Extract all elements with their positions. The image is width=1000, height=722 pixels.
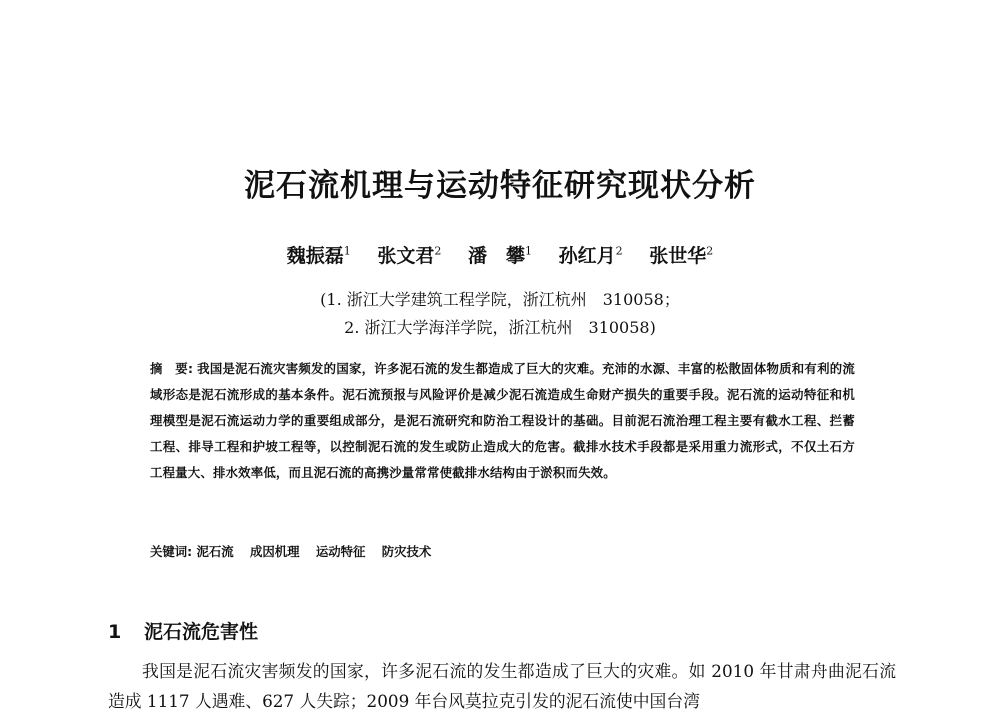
abstract <box>150 356 855 486</box>
section-heading <box>108 617 258 644</box>
section-number: 1 <box>108 621 122 643</box>
keywords-label: 关键词: <box>150 544 193 559</box>
abstract-label: 摘 要: <box>150 361 194 376</box>
affiliation-line: 2. 浙江大学海洋学院，浙江杭州 310058) <box>344 318 656 337</box>
author-name: 张世华 <box>649 245 707 267</box>
author <box>287 241 351 268</box>
author <box>559 241 623 268</box>
author-affiliation-mark: 2 <box>615 244 623 258</box>
author-affiliation-mark: 1 <box>525 244 532 258</box>
author-name: 潘 攀 <box>467 245 525 267</box>
author-affiliation-mark: 2 <box>434 244 442 258</box>
author <box>468 241 532 268</box>
keywords <box>150 542 855 560</box>
keyword: 防灾技术 <box>381 544 432 559</box>
affiliation-line: (1. 浙江大学建筑工程学院，浙江杭州 310058； <box>320 290 680 309</box>
body-paragraph: 我国是泥石流灾害频发的国家，许多泥石流的发生都造成了巨大的灾难。如 2010 年甘肃舟曲泥石流造成 1117 人遇难、627 人失踪；2009 年台风莫拉克引发的泥石流使中国台湾 <box>108 661 896 711</box>
abstract-text: 我国是泥石流灾害频发的国家，许多泥石流的发生都造成了巨大的灾难。充沛的水源、丰富的松散固体物质和有利的流域形态是泥石流形成的基本条件。泥石流预报与风险评价是减少泥石流造成生命财产损失的重要手段。泥石流的运动特征和机理模型是泥石流运动力学的重要组成部分，是泥石流研究和防治工程设计的基础。目前泥石流治理工程主要有截水工程、拦蓄工程、排导工程和护坡工程等，以控制泥石流的发生或防止造成大的危害。截排水技术手段都是采用重力流形式，不仅土石方工程量大、排水效率低，而且泥石流的高携沙量常常使截排水结构由于淤积而失效。 <box>150 361 855 480</box>
author-name: 魏振磊 <box>286 245 344 267</box>
author-affiliation-mark: 2 <box>706 244 714 258</box>
author-name: 张文君 <box>377 245 435 267</box>
paper-title: 泥石流机理与运动特征研究现状分析 <box>244 168 756 204</box>
keyword: 泥石流 <box>196 544 234 559</box>
author <box>377 241 441 268</box>
author-list <box>0 241 1000 268</box>
section-title: 泥石流危害性 <box>144 621 259 643</box>
author <box>649 241 713 268</box>
keyword: 成因机理 <box>249 544 300 559</box>
author-name: 孙红月 <box>558 245 616 267</box>
keyword: 运动特征 <box>315 544 366 559</box>
author-affiliation-mark: 1 <box>343 244 351 258</box>
